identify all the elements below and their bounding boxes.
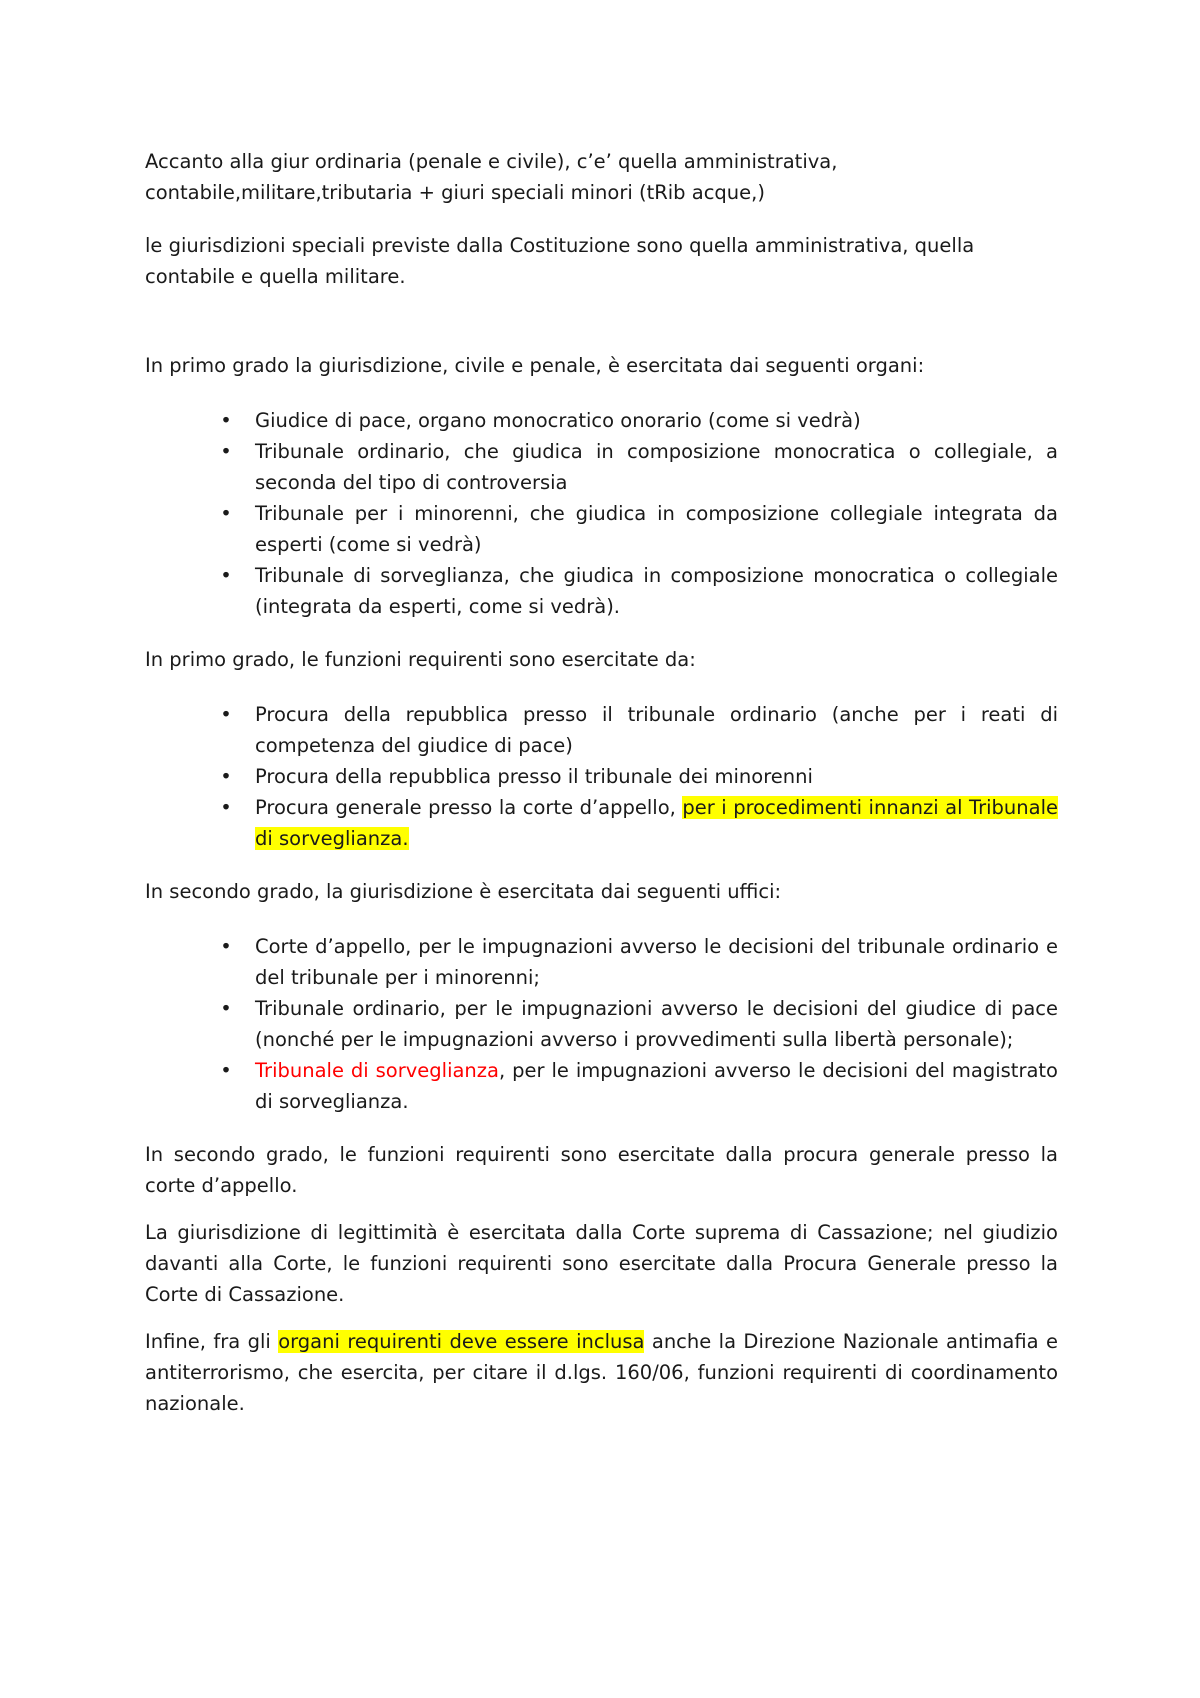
highlighted-text: per i procedimenti innanzi al Tribunale di sorveglianza. (255, 796, 1058, 850)
list-item: • Corte d’appello, per le impugnazioni avverso le decisioni del tribunale ordinario e del tribunale per i minorenni; (145, 931, 1058, 993)
bullet-icon: • (220, 703, 232, 726)
bullet-icon: • (220, 765, 232, 788)
list-item: • Tribunale di sorveglianza, che giudica in composizione monocratica o collegiale (integrata da esperti, come si vedrà). (145, 560, 1058, 622)
list-item: • Procura della repubblica presso il tribunale ordinario (anche per i reati di competenza del giudice di pace) (145, 699, 1058, 761)
bullet-icon: • (220, 997, 232, 1020)
second-degree-prosecution-paragraph: In secondo grado, le funzioni requirenti sono esercitate dalla procura generale presso la corte d’appello. (145, 1143, 1058, 1197)
bullet-icon: • (220, 564, 232, 587)
intro-paragraph (145, 146, 1058, 208)
intro-line-2: contabile,militare,tributaria + giuri speciali minori (tRib acque,) (145, 181, 765, 204)
list-item: • Procura generale presso la corte d’appello, per i procedimenti innanzi al Tribunale di sorveglianza. (145, 792, 1058, 854)
intro-line-1: Accanto alla giur ordinaria (penale e civile), c’e’ quella amministrativa, (145, 150, 838, 173)
list-item: • Tribunale ordinario, che giudica in composizione monocratica o collegiale, a seconda del tipo di controversia (145, 436, 1058, 498)
final-paragraph: Infine, fra gli organi requirenti deve essere inclusa anche la Direzione Nazionale antimafia e antiterrorismo, che esercita, per citare il d.lgs. 160/06, funzioni requirenti di coordinamento nazionale. (145, 1330, 1058, 1415)
list-item: • Tribunale di sorveglianza, per le impugnazioni avverso le decisioni del magistrato di sorveglianza. (145, 1055, 1058, 1117)
second-degree-list (145, 931, 1058, 1117)
list-item: • Tribunale ordinario, per le impugnazioni avverso le decisioni del giudice di pace (nonché per le impugnazioni avverso i provvedimenti sulla libertà personale); (145, 993, 1058, 1055)
bullet-icon: • (220, 409, 232, 432)
bullet-icon: • (220, 796, 232, 819)
first-degree-prosecution-list (145, 699, 1058, 854)
bullet-icon: • (220, 502, 232, 525)
first-degree-heading: In primo grado la giurisdizione, civile e penale, è esercitata dai seguenti organi: (145, 354, 925, 377)
list-item: • Giudice di pace, organo monocratico onorario (come si vedrà) (145, 405, 1058, 436)
bullet-icon: • (220, 1059, 232, 1082)
document-page (145, 146, 1058, 1419)
special-jurisdictions-paragraph: le giurisdizioni speciali previste dalla Costituzione sono quella amministrativa, quella contabile e quella militare. (145, 234, 975, 288)
list-item: • Tribunale per i minorenni, che giudica in composizione collegiale integrata da esperti (come si vedrà) (145, 498, 1058, 560)
first-degree-list (145, 405, 1058, 622)
red-text: Tribunale di sorveglianza (255, 1059, 499, 1082)
highlighted-text: organi requirenti deve essere inclusa (278, 1330, 645, 1353)
bullet-icon: • (220, 440, 232, 463)
list-item: • Procura della repubblica presso il tribunale dei minorenni (145, 761, 1058, 792)
first-degree-prosecution-heading: In primo grado, le funzioni requirenti sono esercitate da: (145, 648, 696, 671)
legitimacy-paragraph: La giurisdizione di legittimità è esercitata dalla Corte suprema di Cassazione; nel giudizio davanti alla Corte, le funzioni requirenti sono esercitate dalla Procura Generale presso la Corte di Cassazione. (145, 1221, 1058, 1306)
second-degree-heading: In secondo grado, la giurisdizione è esercitata dai seguenti uffici: (145, 880, 782, 903)
bullet-icon: • (220, 935, 232, 958)
